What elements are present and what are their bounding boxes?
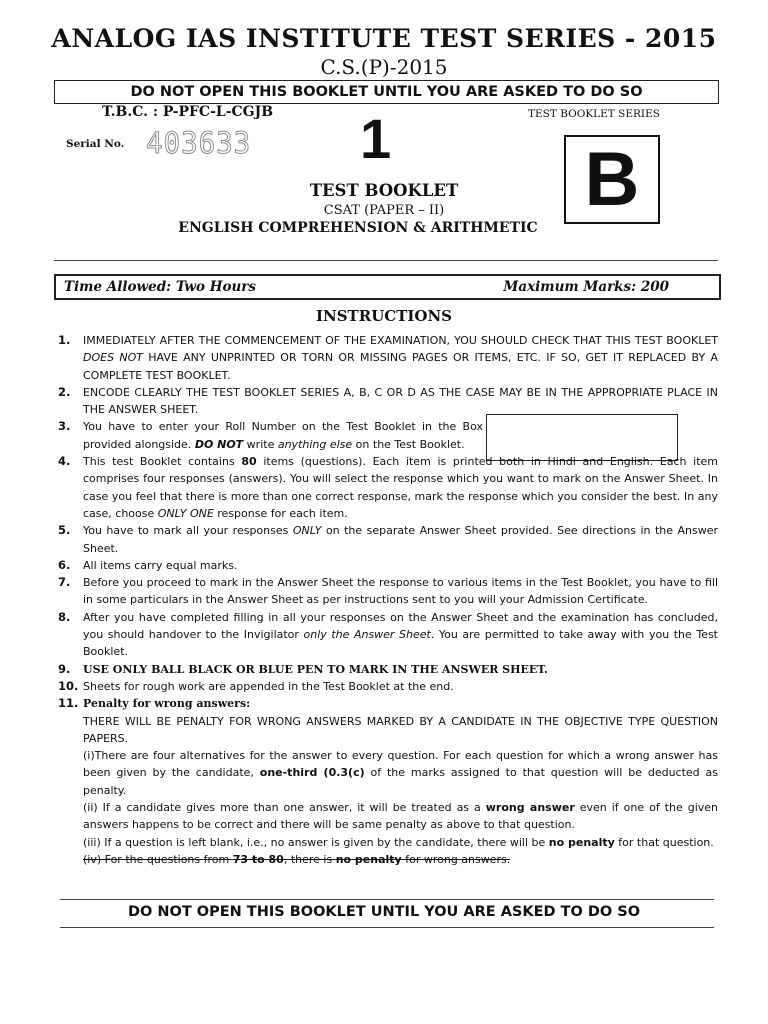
tbc-code: T.B.C. : P-PFC-L-CGJB [102, 104, 274, 120]
instructions-list [56, 332, 718, 868]
booklet-paper: CSAT (PAPER – II) [323, 203, 445, 218]
penalty-rule: for that question. [614, 835, 714, 849]
instruction-text: You have to mark all your responses [83, 524, 293, 538]
instruction-text: write [243, 437, 278, 451]
item-number: 5. [58, 523, 71, 538]
instruction-item [56, 678, 718, 695]
instruction-text: . You are permitted to take away with you the Test Booklet. [83, 628, 719, 659]
penalty-rule: (iii) If a question is left blank, i.e., no answer is given by the candidate, there will be [83, 835, 549, 849]
instruction-text: on the separate Answer Sheet provided. See directions in the Answer Sheet. [83, 524, 718, 555]
instruction-emphasis: 80 [241, 455, 257, 469]
penalty-rule: (i)There are four alternatives for the answer to every question. For each question for which a wrong answer has been given by the candidate, [83, 749, 718, 780]
instruction-item [56, 453, 718, 522]
instruction-text: ENCODE CLEARLY THE TEST BOOKLET SERIES A, B, C OR D AS THE CASE MAY BE IN THE APPROPRIATE PLACE IN THE ANSWER SHEET. [83, 385, 718, 417]
instruction-item [56, 522, 718, 557]
penalty-rule: for wrong answers. [401, 852, 511, 866]
divider [54, 260, 718, 261]
instruction-item [56, 384, 718, 419]
instruction-text: on the Test Booklet. [352, 437, 465, 451]
penalty-rule-struck [83, 853, 510, 866]
instruction-item [56, 332, 718, 384]
instruction-text: response for each item. [213, 506, 348, 520]
instruction-item [56, 695, 718, 868]
instruction-item [56, 574, 718, 609]
penalty-heading: Penalty for wrong answers: [83, 697, 251, 711]
divider [60, 927, 714, 928]
item-number: 11. [58, 696, 79, 711]
penalty-emphasis: no penalty [548, 835, 615, 849]
item-number: 9. [58, 661, 71, 676]
instructions-heading: INSTRUCTIONS [316, 307, 452, 325]
penalty-emphasis: no penalty [335, 852, 402, 866]
instruction-item [56, 661, 718, 678]
instruction-text: After you have completed filling in all your responses on the Answer Sheet and the examination has concluded, you should handover to the Invigilator [83, 610, 718, 642]
item-number: 10. [58, 678, 79, 693]
instruction-item [56, 557, 718, 574]
instruction-text: Before you proceed to mark in the Answer Sheet the response to various items in the Test Booklet, you have to fill in some particulars in the Answer Sheet as per instructions sent to you will your Admission Certificate. [83, 576, 718, 607]
page-title: ANALOG IAS INSTITUTE TEST SERIES - 2015 [51, 24, 717, 53]
serial-label: Serial No. [66, 138, 125, 150]
penalty-rule: even if one of the given answers happens to be correct and there will be same penalty as above to that question. [83, 801, 718, 832]
penalty-emphasis: one-third (0.3(c) [259, 766, 365, 780]
penalty-rule: (iv) For the questions from [83, 852, 233, 866]
penalty-intro: THERE WILL BE PENALTY FOR WRONG ANSWERS MARKED BY A CANDIDATE IN THE OBJECTIVE TYPE QUESTION PAPERS. [83, 714, 718, 745]
time-marks-box [54, 274, 721, 300]
divider [60, 899, 714, 900]
instruction-emphasis: ONLY [292, 524, 322, 538]
series-label: TEST BOOKLET SERIES [528, 108, 660, 120]
maximum-marks: Maximum Marks: 200 [503, 279, 669, 295]
instruction-text: HAVE ANY UNPRINTED OR TORN OR MISSING PAGES OR ITEMS, ETC. IF SO, GET IT REPLACED BY A COMPLETE TEST BOOKLET. [83, 351, 718, 382]
penalty-rule: , there is [283, 852, 336, 866]
penalty-emphasis: 73 to 80 [232, 852, 284, 866]
copy-number: 1 [360, 107, 392, 170]
item-number: 3. [58, 419, 71, 434]
penalty-rule: of the marks assigned to that question will be deducted as penalty. [83, 766, 718, 797]
instruction-item [56, 609, 718, 661]
instruction-text: You have to enter your Roll Number on the Test Booklet in the Box provided alongside. [83, 420, 483, 451]
bottom-warning: DO NOT OPEN THIS BOOKLET UNTIL YOU ARE ASKED TO DO SO [127, 904, 641, 920]
serial-number: 403633 [146, 126, 252, 160]
item-number: 4. [58, 454, 71, 469]
instruction-emphasis: anything else [277, 437, 353, 451]
item-number: 8. [58, 609, 71, 624]
booklet-subject: ENGLISH COMPREHENSION & ARITHMETIC [178, 220, 538, 236]
item-number: 7. [58, 575, 71, 590]
item-number: 6. [58, 557, 71, 572]
instruction-item [56, 418, 483, 453]
instruction-text: This test Booklet contains [83, 455, 242, 469]
instruction-text: IMMEDIATELY AFTER THE COMMENCEMENT OF THE EXAMINATION, YOU SHOULD CHECK THAT THIS TEST BOOKLET [83, 334, 718, 347]
instruction-emphasis: only the Answer Sheet [303, 628, 431, 642]
item-number: 2. [58, 384, 71, 399]
exam-subtitle: C.S.(P)-2015 [320, 55, 448, 79]
time-allowed: Time Allowed: Two Hours [64, 279, 256, 295]
instruction-text: USE ONLY BALL BLACK OR BLUE PEN TO MARK IN THE ANSWER SHEET. [83, 662, 548, 676]
instruction-text: All items carry equal marks. [83, 558, 238, 572]
series-letter-box: B [564, 135, 660, 224]
penalty-rule: (ii) If a candidate gives more than one answer, it will be treated as a [83, 801, 486, 815]
instruction-text: items (questions). Each item is printed both in Hindi and English. Each item comprises four responses (answers). You will select the response which you want to mark on the Answer Sheet. In case you feel that there is more than one correct response, mark the response which you consider the best. In any case, choose [83, 455, 718, 520]
instruction-emphasis: ONLY ONE [157, 506, 214, 520]
instruction-emphasis: DOES NOT [83, 351, 143, 365]
top-warning: DO NOT OPEN THIS BOOKLET UNTIL YOU ARE ASKED TO DO SO [54, 80, 719, 104]
instruction-emphasis: DO NOT [194, 437, 244, 451]
penalty-emphasis: wrong answer [485, 801, 575, 815]
booklet-title: TEST BOOKLET [309, 181, 459, 200]
instruction-text: Sheets for rough work are appended in the Test Booklet at the end. [83, 679, 454, 693]
item-number: 1. [58, 333, 71, 347]
